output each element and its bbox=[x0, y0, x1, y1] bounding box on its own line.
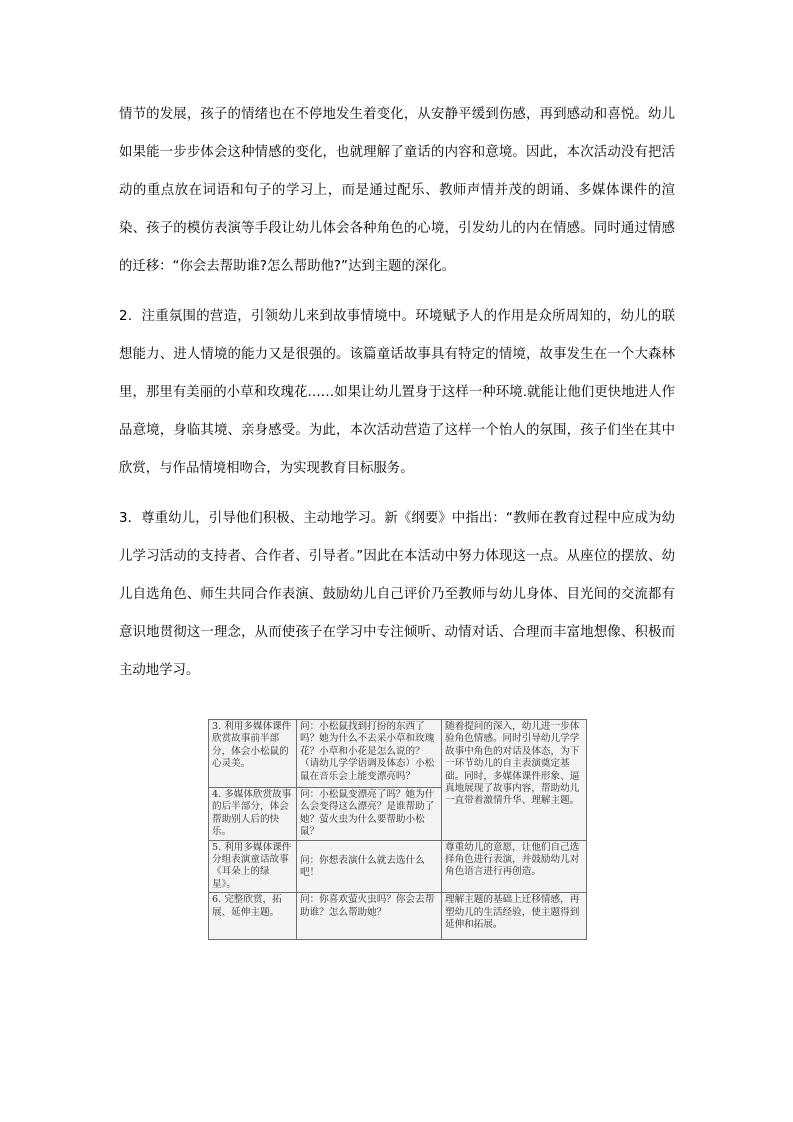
step-cell: 5. 利用多媒体课件分组表演童话故事《耳朵上的绿星》。 bbox=[209, 840, 297, 893]
step-cell: 4. 多媒体欣赏故事的后半部分，体会帮助别人后的快乐。 bbox=[209, 788, 297, 841]
design-cell: 随着提问的深入，幼儿进一步体验角色情感。同时引导幼儿学学故事中角色的对话及体态，为下一环节幼儿的自主表演奠定基础。同时，多媒体课件形象、逼真地展现了故事内容，帮助幼儿一直带着激情升华、理解主题。 bbox=[442, 720, 587, 841]
table-row bbox=[209, 720, 587, 788]
design-cell: 尊重幼儿的意愿，让他们自己选择角色进行表演，并鼓励幼儿对角色语言进行再创造。 bbox=[442, 840, 587, 893]
activity-steps-table bbox=[208, 719, 587, 940]
table-row bbox=[209, 840, 587, 893]
step-cell: 6. 完整欣赏，拓展、延伸主题。 bbox=[209, 893, 297, 940]
step-cell: 3. 利用多媒体课件欣赏故事前半部分，体会小松鼠的心灵美。 bbox=[209, 720, 297, 788]
paragraph-emotion-change: 情节的发展，孩子的情绪也在不停地发生着变化，从安静平缓到伤感，再到感动和喜悦。幼儿如果能一步步体会这种情感的变化，也就理解了童话的内容和意境。因此，本次活动没有把活动的重点放在词语和句子的学习上，而是通过配乐、教师声情并茂的朗诵、多媒体课件的渲染、孩子的模仿表演等手段让幼儿体会各种角色的心境，引发幼儿的内在情感。同时通过情感的迁移：“你会去帮助谁?怎么帮助他?”达到主题的深化。 bbox=[119, 107, 675, 274]
question-cell: 问：小松鼠变漂亮了吗？她为什么会变得这么漂亮？是谁帮助了她？萤火虫为什么要帮助小松鼠？ bbox=[297, 788, 442, 841]
table-row bbox=[209, 893, 587, 940]
question-cell: 问：你想表演什么就去选什么吧！ bbox=[297, 840, 442, 893]
question-cell: 问：你喜欢萤火虫吗？你会去帮助谁？怎么帮助她？ bbox=[297, 893, 442, 940]
paragraph-respect-children: 3．尊重幼儿，引导他们积极、主动地学习。新《纲要》中指出：“教师在教育过程中应成为幼儿学习活动的支持者、合作者、引导者。”因此在本活动中努力体现这一点。从座位的摆放、幼儿自选角色、师生共同合作表演、鼓励幼儿自己评价乃至教师与幼儿身体、目光间的交流都有意识地贯彻这一理念，从而使孩子在学习中专注倾听、动情对话、合理而丰富地想像、积极而主动地学习。 bbox=[119, 511, 675, 678]
question-cell: 问：小松鼠找到打扮的东西了吗？她为什么不去采小草和玫瑰花？小草和小花是怎么说的？（请幼儿学学语调及体态）小松鼠在音乐会上能变漂亮吗？ bbox=[297, 720, 442, 788]
paragraph-atmosphere: 2．注重氛围的营造，引领幼儿来到故事情境中。环境赋予人的作用是众所周知的，幼儿的联想能力、进人情境的能力又是很强的。该篇童话故事具有特定的情境，故事发生在一个大森林里，那里有美丽的小草和玫瑰花……如果让幼儿置身于这样一种环境.就能让他们更快地进人作品意境，身临其境、亲身感受。为此，本次活动营造了这样一个怡人的氛围，孩子们坐在其中欣赏，与作品情境相吻合，为实现教育目标服务。 bbox=[119, 309, 675, 476]
design-cell: 理解主题的基础上迁移情感，再塑幼儿的生活经验，使主题得到延伸和拓展。 bbox=[442, 893, 587, 940]
